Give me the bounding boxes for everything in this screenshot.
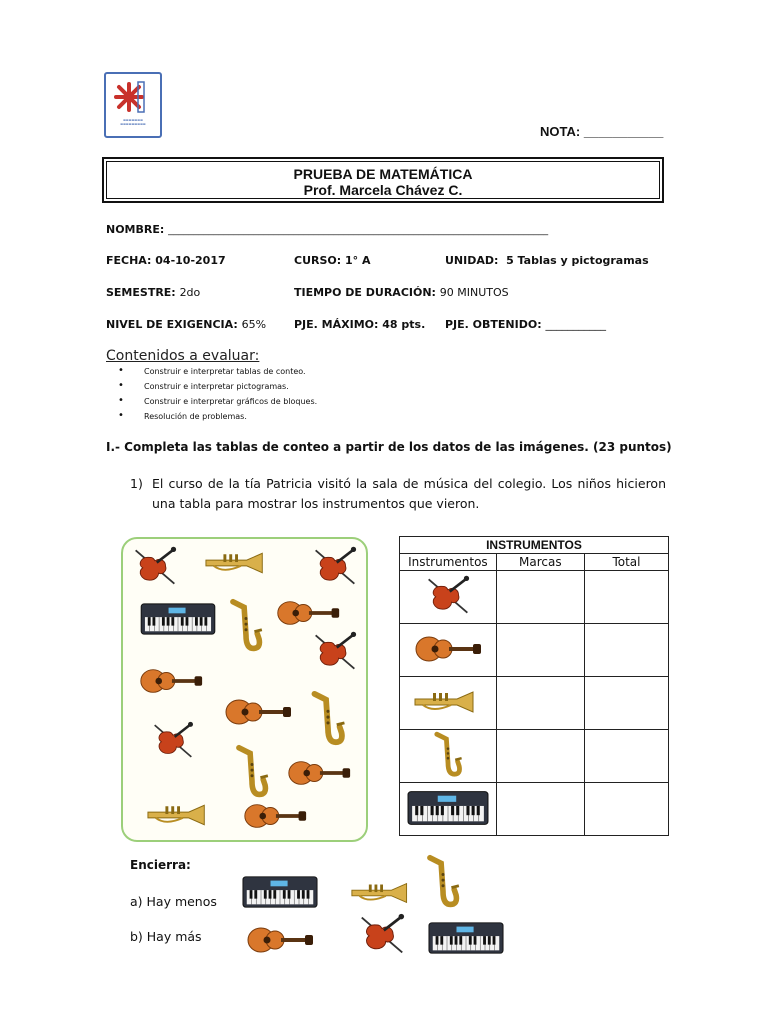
row-instrument-cell bbox=[400, 571, 497, 624]
saxophone-icon[interactable] bbox=[422, 854, 464, 910]
semestre-field bbox=[106, 286, 200, 299]
semestre-value: 2do bbox=[179, 286, 201, 299]
pje-obt-label: PJE. OBTENIDO: bbox=[445, 318, 542, 331]
fecha-value: 04-10-2017 bbox=[155, 254, 226, 267]
row-instrument-cell bbox=[400, 624, 497, 677]
col-header-marcas: Marcas bbox=[496, 554, 584, 571]
saxophone-icon bbox=[226, 598, 266, 654]
nombre-field bbox=[106, 223, 548, 236]
saxophone-icon bbox=[430, 731, 466, 779]
violin-icon bbox=[308, 545, 362, 589]
keyboard-icon[interactable] bbox=[428, 914, 504, 962]
logo-emblem-icon bbox=[112, 80, 146, 114]
logo-caption: ▬▬▬▬▬▬▬ ▬▬▬▬▬▬▬▬▬ bbox=[120, 118, 146, 126]
saxophone-icon bbox=[232, 744, 272, 800]
curso-label: CURSO: bbox=[294, 254, 342, 267]
teacher-name: Prof. Marcela Chávez C. bbox=[303, 182, 463, 198]
marcas-cell[interactable] bbox=[496, 677, 584, 730]
marcas-cell[interactable] bbox=[496, 730, 584, 783]
nivel-field bbox=[106, 318, 266, 331]
total-cell[interactable] bbox=[584, 571, 668, 624]
unidad-value: 5 Tablas y pictogramas bbox=[506, 254, 649, 267]
pje-obt-field bbox=[445, 318, 606, 331]
question-text: El curso de la tía Patricia visitó la sala de música del colegio. Los niños hicieron una tabla para mostrar los instrumentos que vieron. bbox=[152, 476, 666, 511]
trumpet-icon[interactable] bbox=[350, 880, 416, 906]
list-item: • Construir e interpretar tablas de conteo. bbox=[118, 366, 317, 381]
row-instrument-cell bbox=[400, 783, 497, 836]
page-title: PRUEBA DE MATEMÁTICA bbox=[293, 166, 473, 182]
nota-label: NOTA: bbox=[540, 124, 581, 139]
total-cell[interactable] bbox=[584, 677, 668, 730]
guitar-icon bbox=[274, 596, 342, 630]
unidad-label: UNIDAD: bbox=[445, 254, 499, 267]
title-box bbox=[102, 157, 664, 203]
col-header-total: Total bbox=[584, 554, 668, 571]
nota-field bbox=[540, 124, 663, 139]
violin-icon bbox=[128, 545, 182, 589]
keyboard-icon bbox=[140, 602, 216, 636]
fecha-field bbox=[106, 254, 226, 267]
row-instrument-cell bbox=[400, 730, 497, 783]
curso-value: 1° A bbox=[345, 254, 371, 267]
nombre-blank[interactable]: ____________________________________________________________________________ bbox=[168, 225, 549, 236]
tiempo-label: TIEMPO DE DURACIÓN: bbox=[294, 286, 436, 299]
nivel-value: 65% bbox=[241, 318, 267, 331]
violin-icon bbox=[420, 574, 476, 618]
nota-blank[interactable]: ___________ bbox=[583, 124, 664, 139]
total-cell[interactable] bbox=[584, 730, 668, 783]
total-cell[interactable] bbox=[584, 783, 668, 836]
encierra-label: Encierra: bbox=[130, 858, 191, 872]
list-item: • Resolución de problemas. bbox=[118, 411, 317, 426]
keyboard-icon[interactable] bbox=[242, 868, 318, 916]
pje-max-field bbox=[294, 318, 425, 331]
question-number: 1) bbox=[130, 476, 143, 491]
fecha-label: FECHA: bbox=[106, 254, 152, 267]
list-item: • Construir e interpretar pictogramas. bbox=[118, 381, 317, 396]
option-b: b) Hay más bbox=[130, 929, 202, 944]
unidad-field bbox=[445, 254, 649, 267]
violin-icon[interactable] bbox=[354, 912, 410, 958]
trumpet-icon bbox=[146, 802, 214, 828]
table-title: INSTRUMENTOS bbox=[400, 537, 669, 554]
table-row bbox=[400, 571, 669, 624]
saxophone-icon bbox=[306, 690, 350, 748]
guitar-icon bbox=[286, 756, 352, 790]
table-row bbox=[400, 783, 669, 836]
total-cell[interactable] bbox=[584, 624, 668, 677]
option-a: a) Hay menos bbox=[130, 894, 217, 909]
tiempo-field bbox=[294, 286, 509, 299]
guitar-icon bbox=[242, 798, 308, 834]
pje-obt-blank[interactable]: ___________ bbox=[545, 318, 606, 331]
school-logo bbox=[104, 72, 162, 138]
keyboard-icon bbox=[407, 789, 489, 827]
contenidos-heading: Contenidos a evaluar: bbox=[106, 348, 260, 364]
guitar-icon bbox=[410, 631, 486, 667]
nivel-label: NIVEL DE EXIGENCIA: bbox=[106, 318, 238, 331]
pje-max-label: PJE. MÁXIMO: bbox=[294, 318, 379, 331]
violin-icon bbox=[308, 630, 362, 674]
tally-table bbox=[399, 536, 669, 836]
table-row bbox=[400, 730, 669, 783]
marcas-cell[interactable] bbox=[496, 783, 584, 836]
nombre-label: NOMBRE: bbox=[106, 223, 165, 236]
tiempo-value: 90 MINUTOS bbox=[439, 286, 509, 299]
list-item: • Construir e interpretar gráficos de bloques. bbox=[118, 396, 317, 411]
marcas-cell[interactable] bbox=[496, 571, 584, 624]
section-heading: I.- Completa las tablas de conteo a partir de los datos de las imágenes. (23 puntos) bbox=[106, 440, 672, 454]
curso-field bbox=[294, 254, 371, 267]
pje-max-value: 48 pts. bbox=[382, 318, 426, 331]
col-header-instrumentos: Instrumentos bbox=[400, 554, 497, 571]
trumpet-icon bbox=[204, 550, 272, 576]
guitar-icon[interactable] bbox=[242, 922, 318, 958]
trumpet-icon bbox=[413, 689, 483, 715]
semestre-label: SEMESTRE: bbox=[106, 286, 176, 299]
table-row bbox=[400, 624, 669, 677]
row-instrument-cell bbox=[400, 677, 497, 730]
question-1 bbox=[130, 474, 666, 514]
contenidos-list bbox=[118, 366, 317, 426]
guitar-icon bbox=[222, 694, 294, 730]
violin-icon bbox=[148, 718, 198, 764]
table-row bbox=[400, 677, 669, 730]
guitar-icon bbox=[138, 664, 204, 698]
marcas-cell[interactable] bbox=[496, 624, 584, 677]
